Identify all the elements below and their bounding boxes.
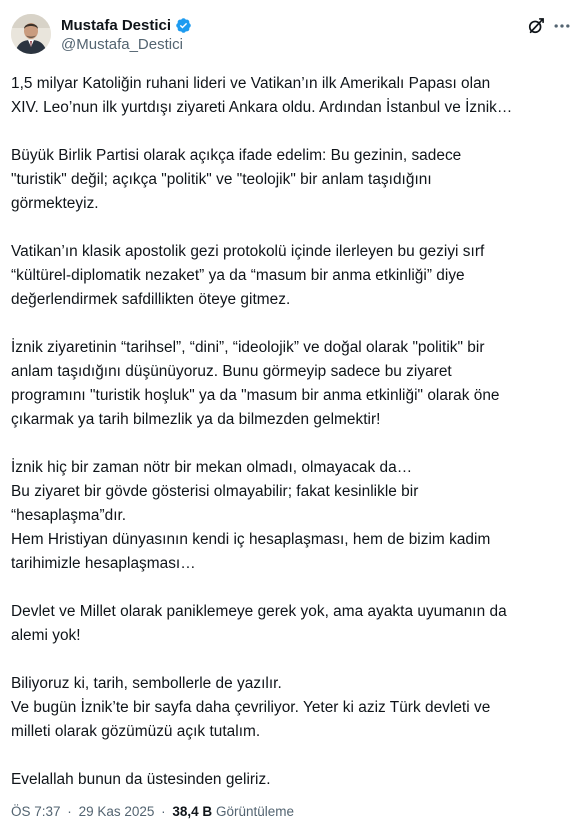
tweet-line: tarihimizle hesaplaşması… [11, 555, 196, 572]
tweet-line: çıkarmak ya tarih bilmezlik ya da bilmezden gelmektir! [11, 411, 381, 428]
tweet-paragraph [11, 336, 576, 432]
avatar-photo [11, 14, 51, 54]
grok-icon [526, 16, 546, 36]
views-label: Görüntüleme [215, 804, 294, 819]
tweet-paragraph [11, 768, 576, 792]
tweet-line: "turistik" değil; açıkça "politik" ve "teolojik" bir anlam taşıdığını [11, 171, 432, 188]
tweet-line: programını "turistik hoşluk" ya da "masum bir anma etkinliği" olarak öne [11, 387, 500, 404]
author-handle[interactable]: @Mustafa_Destici [61, 36, 183, 53]
tweet-paragraph [11, 240, 576, 312]
tweet-line: Devlet ve Millet olarak paniklemeye gerek yok, ama ayakta uyumanın da [11, 603, 507, 620]
display-name-row [61, 15, 192, 35]
tweet-line: İznik hiç bir zaman nötr bir mekan olmadı, olmayacak da… [11, 459, 413, 476]
tweet-line: 1,5 milyar Katoliğin ruhani lideri ve Vatikan’ın ilk Amerikalı Papası olan [11, 75, 491, 92]
author-names [61, 15, 192, 53]
tweet-line: alemi yok! [11, 627, 81, 644]
tweet-line: Hem Hristiyan dünyasının kendi iç hesaplaşması, hem de bizim kadim [11, 531, 491, 548]
meta-separator: · [161, 804, 166, 819]
tweet-date[interactable]: 29 Kas 2025 [78, 804, 155, 819]
more-options-button[interactable] [552, 14, 572, 38]
tweet-line: görmekteyiz. [11, 195, 99, 212]
tweet-header [11, 12, 572, 56]
tweet-meta [11, 804, 294, 819]
tweet-line: “kültürel-diplomatik nezaket” ya da “masum bir anma etkinliği” diye [11, 267, 465, 284]
tweet-text [11, 72, 576, 792]
tweet-paragraph [11, 600, 576, 648]
tweet-line: Bu ziyaret bir gövde gösterisi olmayabilir; fakat kesinlikle bir [11, 483, 419, 500]
tweet-line: Ve bugün İznik’te bir sayfa daha çevriliyor. Yeter ki aziz Türk devleti ve [11, 699, 491, 716]
meta-separator: · [67, 804, 72, 819]
tweet-line: XIV. Leo’nun ilk yurtdışı ziyareti Ankara oldu. Ardından İstanbul ve İznik… [11, 99, 513, 116]
avatar[interactable] [11, 14, 51, 54]
more-dots-icon [552, 16, 572, 36]
tweet-line: “hesaplaşma”dır. [11, 507, 127, 524]
tweet-paragraph [11, 144, 576, 216]
tweet-paragraph [11, 72, 576, 120]
tweet-time[interactable]: ÖS 7:37 [11, 804, 61, 819]
tweet-line: İznik ziyaretinin “tarihsel”, “dini”, “ideolojik” ve doğal olarak "politik" bir [11, 339, 485, 356]
tweet-line: anlam taşıdığını düşünüyoruz. Bunu görmeyip sadece bu ziyaret [11, 363, 452, 380]
display-name[interactable]: Mustafa Destici [61, 16, 172, 34]
tweet-line: Evelallah bunun da üstesinden geliriz. [11, 771, 271, 788]
verified-badge-icon[interactable] [175, 17, 192, 34]
grok-button[interactable] [524, 14, 548, 38]
views-count: 38,4 B [172, 804, 213, 819]
tweet-line: milleti olarak gözümüzü açık tutalım. [11, 723, 261, 740]
tweet-line: değerlendirmek safdillikten öteye gitmez. [11, 291, 291, 308]
tweet-paragraph [11, 456, 576, 576]
tweet-line: Büyük Birlik Partisi olarak açıkça ifade edelim: Bu gezinin, sadece [11, 147, 462, 164]
tweet-paragraph [11, 672, 576, 744]
tweet-line: Biliyoruz ki, tarih, sembollerle de yazılır. [11, 675, 282, 692]
tweet-line: Vatikan’ın klasik apostolik gezi protokolü içinde ilerleyen bu geziyi sırf [11, 243, 485, 260]
